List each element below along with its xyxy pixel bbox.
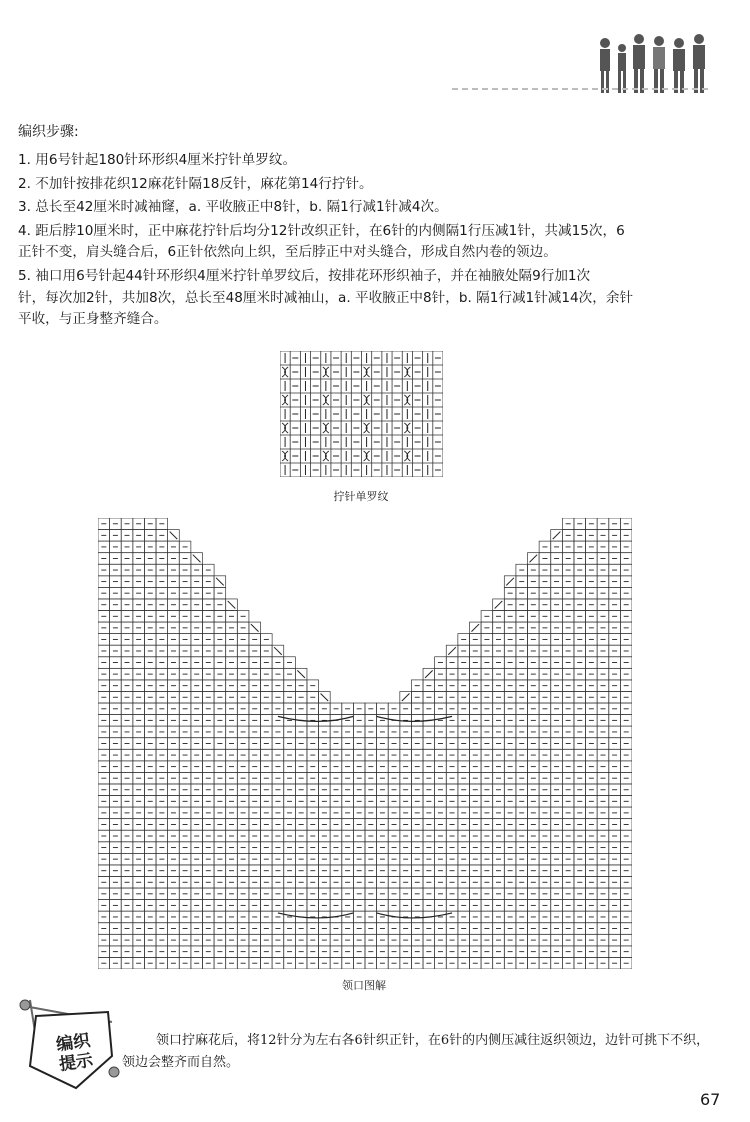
decrease-symbol: [193, 555, 201, 563]
step-line: 1. 用6号针起180针环形织4厘米拧针单罗纹。: [18, 152, 297, 168]
twist-stitch-symbol: [323, 367, 329, 377]
neckline-chart: [98, 518, 632, 969]
twist-stitch-symbol: [404, 395, 410, 405]
rib-chart-caption: 拧针单罗纹: [333, 490, 389, 503]
instruction-steps: [18, 150, 724, 331]
decrease-symbol: [471, 624, 479, 632]
twisted-rib-chart: [280, 351, 443, 477]
decrease-symbol: [425, 670, 433, 678]
step-line: 2. 不加针按排花织12麻花针隔18反针，麻花第14行拧针。: [18, 175, 373, 192]
decrease-symbol: [321, 693, 329, 701]
twist-stitch-symbol: [404, 451, 410, 461]
knitting-tip-badge: [16, 996, 126, 1096]
decrease-symbol: [506, 578, 514, 586]
section-heading: 编织步骤:: [18, 124, 79, 140]
twist-stitch-symbol: [323, 423, 329, 433]
decrease-symbol: [297, 670, 305, 678]
step-line: 平收，与正身整齐缝合。: [18, 311, 168, 328]
twist-stitch-symbol: [282, 451, 288, 461]
twist-stitch-symbol: [404, 423, 410, 433]
tip-text: 领口拧麻花后，将12针分为左右各6针织正针，在6针的内侧压减往返织领边，边针可挑下不织，领边会整齐而自然。: [122, 1033, 710, 1070]
header-divider: [452, 88, 708, 90]
step-line: 4. 距后脖10厘米时，正中麻花拧针后均分12针改织正针，在6针的内侧隔1行压减1针，共减15次，6: [18, 222, 625, 239]
decrease-symbol: [448, 647, 456, 655]
twist-stitch-symbol: [364, 451, 370, 461]
step-line: 正针不变，肩头缝合后，6正针依然向上织，至后脖正中对头缝合，形成自然内卷的领边。: [18, 244, 557, 261]
decrease-symbol: [553, 532, 561, 540]
twist-stitch-symbol: [364, 367, 370, 377]
step-line: 3. 总长至42厘米时减袖窿，a. 平收腋正中8针，b. 隔1行减1针减4次。: [18, 199, 448, 216]
decrease-symbol: [170, 532, 178, 540]
twist-stitch-symbol: [323, 451, 329, 461]
page-number: 67: [700, 1090, 721, 1109]
twist-stitch-symbol: [282, 395, 288, 405]
decrease-symbol: [495, 601, 503, 609]
tip-badge-label: 编织提示: [55, 1030, 95, 1076]
rib-chart-grid: [280, 351, 443, 477]
twist-stitch-symbol: [323, 395, 329, 405]
neck-chart-grid: [98, 518, 632, 969]
neck-chart-caption: 领口图解: [342, 979, 386, 992]
twist-stitch-symbol: [364, 423, 370, 433]
decrease-symbol: [216, 578, 224, 586]
twist-stitch-symbol: [364, 395, 370, 405]
decrease-symbol: [251, 624, 259, 632]
twist-stitch-symbol: [282, 423, 288, 433]
twist-stitch-symbol: [282, 367, 288, 377]
step-line: 5. 袖口用6号针起44针环形织4厘米拧针单罗纹后，按排花环形织袖子，并在袖腋处隔9行加1次: [18, 267, 591, 284]
twist-stitch-symbol: [404, 367, 410, 377]
decrease-symbol: [530, 555, 538, 563]
decrease-symbol: [402, 693, 410, 701]
step-line: 针，每次加2针，共加8次，总长至48厘米时减袖山，a. 平收腋正中8针，b. 隔1行减1针减14次，余针: [18, 289, 634, 306]
decrease-symbol: [274, 647, 282, 655]
decrease-symbol: [228, 601, 236, 609]
